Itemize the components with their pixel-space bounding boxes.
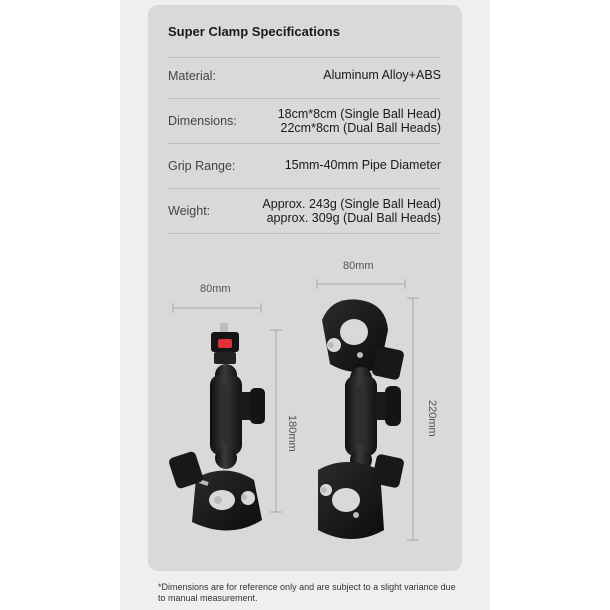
left-width-line xyxy=(173,303,261,313)
right-width-line xyxy=(317,279,405,289)
spec-value-line: 22cm*8cm (Dual Ball Heads) xyxy=(280,120,441,135)
right-height-line xyxy=(407,298,419,540)
right-width-label: 80mm xyxy=(343,260,374,272)
dual-ball-head-clamp xyxy=(318,299,405,539)
right-height-label: 220mm xyxy=(426,400,438,437)
spec-value-line: Approx. 243g (Single Ball Head) xyxy=(262,197,441,211)
footnote: *Dimensions are for reference only and are subject to a slight variance due to manual measurement. xyxy=(158,582,456,603)
spec-label-material: Material: xyxy=(168,69,216,83)
card-title: Super Clamp Specifications xyxy=(168,24,340,39)
spec-value-line: 18cm*8cm (Single Ball Head) xyxy=(277,107,441,121)
spec-value-line: approx. 309g (Dual Ball Heads) xyxy=(266,210,441,225)
left-height-line xyxy=(270,330,282,512)
spec-label-grip-range: Grip Range: xyxy=(168,159,236,173)
spec-value-line: Aluminum Alloy+ABS xyxy=(323,68,441,82)
left-width-label: 80mm xyxy=(200,283,231,295)
left-height-label: 180mm xyxy=(286,415,298,452)
spec-value-line: 15mm-40mm Pipe Diameter xyxy=(284,158,441,172)
spec-label-dimensions: Dimensions: xyxy=(168,114,237,128)
single-ball-head-clamp xyxy=(168,323,265,531)
spec-label-weight: Weight: xyxy=(168,204,211,218)
